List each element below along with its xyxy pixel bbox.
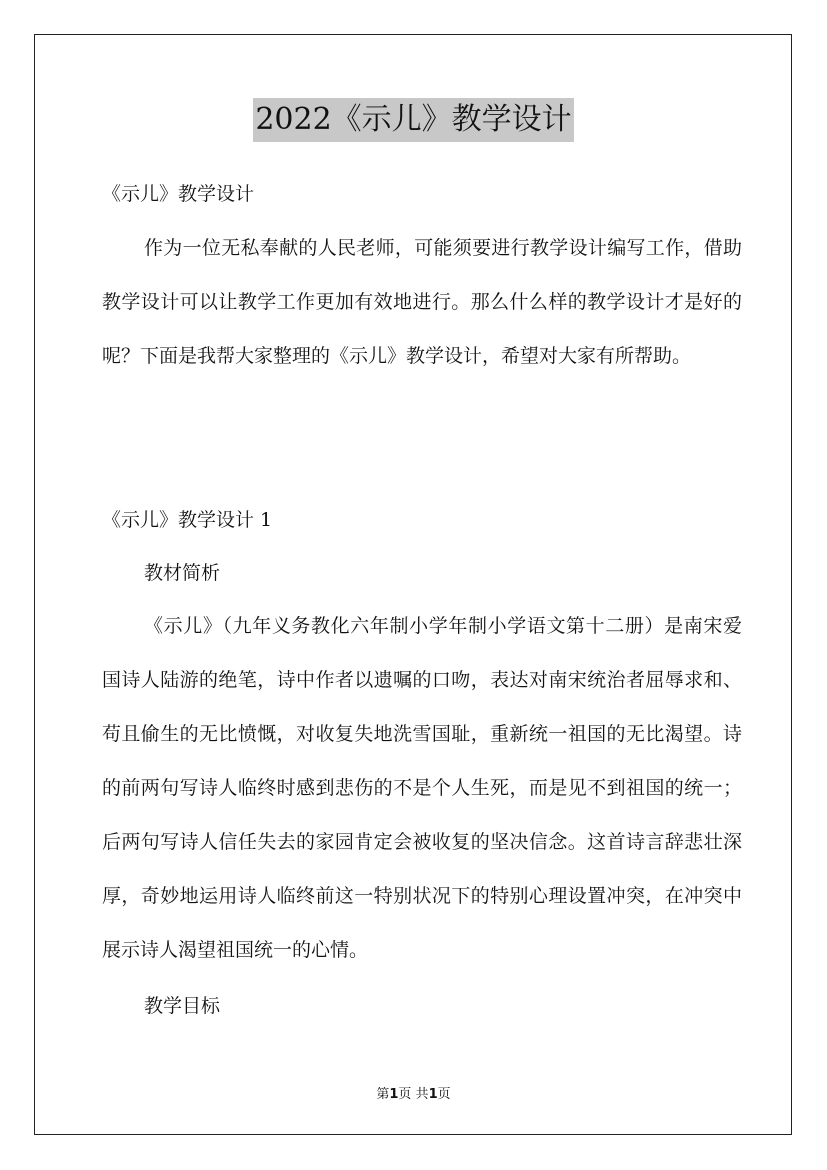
footer-page-suffix: 页 [437, 1087, 451, 1102]
section-heading-1: 《示儿》教学设计 1 [102, 509, 273, 531]
intro-paragraph: 作为一位无私奉献的人民老师，可能须要进行教学设计编写工作，借助教学设计可以让教学工作更加有效地进行。那么什么样的教学设计才是好的呢？下面是我帮大家整理的《示儿》教学设计，希望对大家有所帮助。 [102, 237, 742, 367]
footer-page-prefix: 第 [376, 1087, 390, 1102]
document-subtitle: 《示儿》教学设计 [102, 183, 255, 205]
page-footer [0, 1083, 827, 1102]
document-title: 2022《示儿》教学设计 [253, 98, 573, 142]
footer-page-total: 1 [428, 1087, 438, 1102]
footer-page-mid: 页 共 [398, 1087, 429, 1102]
footer-page-current: 1 [389, 1087, 399, 1102]
subsection-heading-goals: 教学目标 [144, 995, 221, 1017]
subsection-heading-material: 教材简析 [144, 562, 221, 584]
title-container [0, 98, 827, 142]
material-paragraph: 《示儿》（九年义务教化六年制小学年制小学语文第十二册）是南宋爱国诗人陆游的绝笔，诗中作者以遗嘱的口吻，表达对南宋统治者屈辱求和、苟且偷生的无比愤慨，对收复失地洗雪国耻，重新统一祖国的无比渴望。诗的前两句写诗人临终时感到悲伤的不是个人生死，而是见不到祖国的统一；后两句写诗人信任失去的家园肯定会被收复的坚决信念。这首诗言辞悲壮深厚，奇妙地运用诗人临终前这一特别状况下的特别心理设置冲突，在冲突中展示诗人渴望祖国统一的心情。 [102, 615, 742, 961]
